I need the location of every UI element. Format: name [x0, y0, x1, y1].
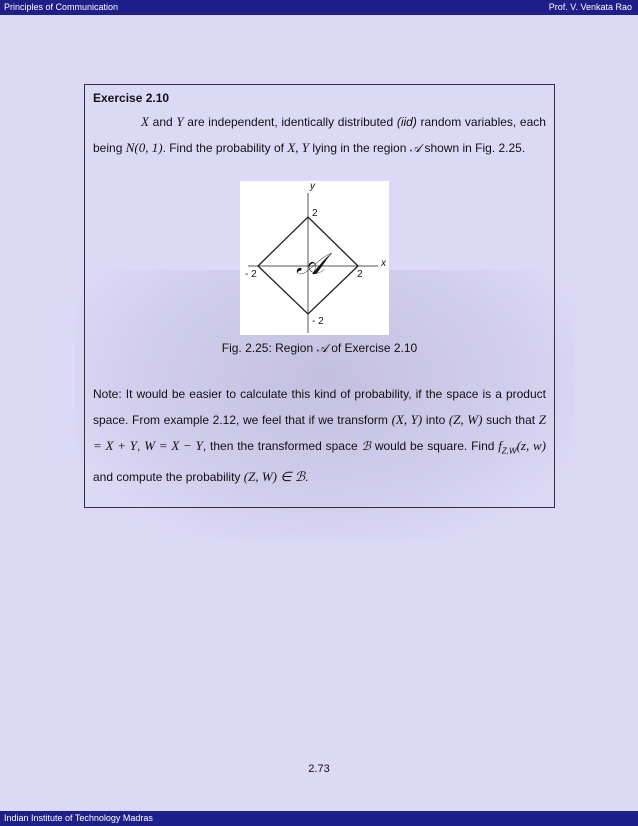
header-bar	[0, 0, 638, 15]
math: (X, Y)	[391, 412, 423, 427]
footer-bar	[0, 811, 638, 826]
math: Y	[176, 114, 184, 129]
tick-label: 2	[357, 269, 363, 280]
text: lying in the region	[312, 141, 407, 155]
math: Z,W	[501, 446, 517, 456]
text: , then the transformed space	[202, 439, 358, 453]
exercise-statement	[93, 109, 546, 161]
author: Prof. V. Venkata Rao	[548, 2, 632, 12]
text: random variables, each being	[93, 115, 546, 155]
note-paragraph: Note: It would be easier to calculate this kind of probability, if the space is a product space. From example 2.12, we feel that if we transform (X, Y) into (Z, W) such that Z = X + Y, W = X − Y, then the transformed space ℬ would be square. Find $f_{Z,W}(z$, w) and compute the probability (Z, W) ∈ ℬ.	[93, 387, 547, 485]
math: X	[141, 114, 149, 129]
math: (Z, W) ∈ ℬ	[243, 469, 306, 485]
tick-label: - 2	[245, 269, 257, 280]
text: Fig. 2.25: Region	[221, 341, 314, 355]
math: ℬ	[361, 439, 371, 453]
text: would be square. Find	[374, 439, 495, 453]
math: f	[498, 438, 502, 453]
math: (Z, W)	[448, 412, 483, 427]
text: . Find the probability of	[162, 141, 284, 155]
text: of Exercise 2.10	[331, 341, 418, 355]
math: (z, w)	[516, 438, 546, 453]
text: into	[425, 413, 446, 427]
math: Z = X + Y	[93, 412, 547, 453]
text: such that	[486, 413, 536, 427]
x-label: x	[381, 258, 386, 269]
text: are independent, identically distributed	[187, 115, 394, 129]
tick-label: - 2	[312, 316, 324, 327]
math: 𝒜	[409, 141, 422, 155]
figure-region-diagram	[240, 181, 389, 335]
math: X, Y	[287, 140, 309, 155]
text: and compute the probability	[93, 470, 241, 485]
text: Note: It would be easier to calculate this kind of probability, if the space is a product space. From example 2.12, we feel that if we transform	[93, 387, 546, 427]
figure-caption	[85, 341, 554, 356]
course-title: Principles of Communication	[4, 2, 119, 12]
page-number: 2.73	[308, 763, 330, 775]
exercise-box	[84, 84, 555, 508]
math: 𝒜	[316, 341, 328, 355]
text: shown in Fig. 2.25.	[424, 141, 526, 155]
y-label: y	[310, 181, 315, 192]
exercise-title: Exercise 2.10	[93, 91, 170, 105]
text: .	[305, 470, 309, 485]
text: (iid)	[396, 115, 417, 129]
text: and	[152, 115, 173, 129]
tick-label: 2	[312, 208, 318, 219]
institution: Indian Institute of Technology Madras	[4, 813, 153, 823]
math: W = X − Y	[144, 438, 203, 453]
region-label: 𝒜	[296, 247, 325, 282]
math: N(0, 1)	[125, 140, 163, 155]
